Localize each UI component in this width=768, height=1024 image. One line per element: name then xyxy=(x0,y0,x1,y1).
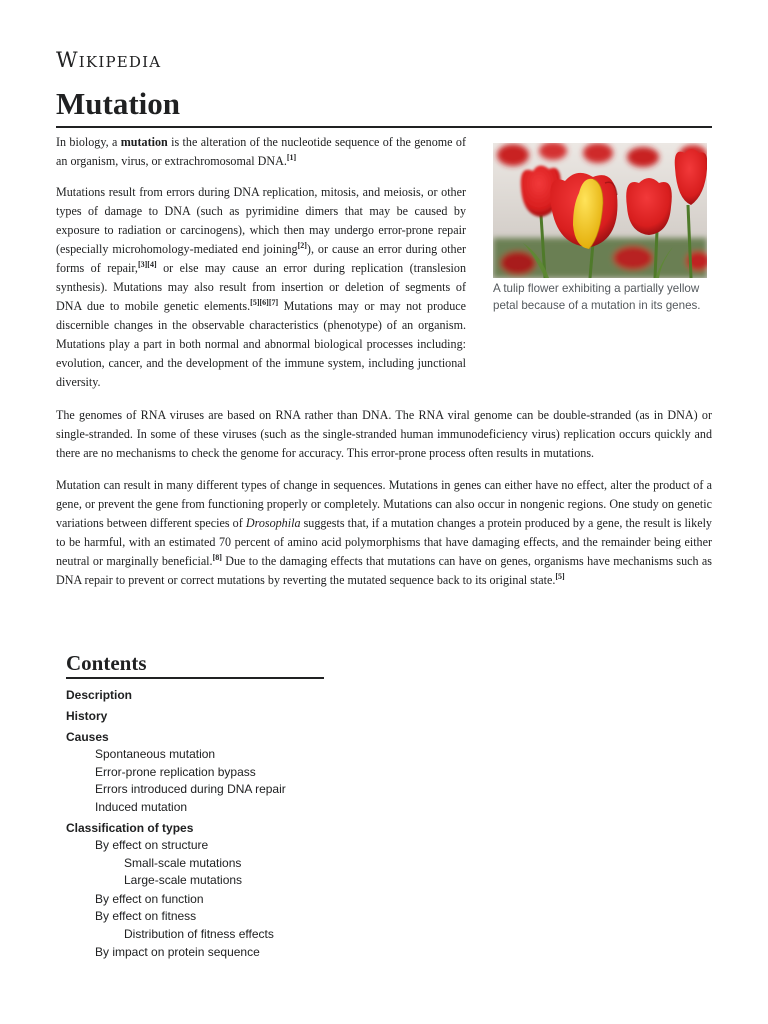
toc-link-large-scale-mutations[interactable]: Large-scale mutations xyxy=(124,873,243,887)
toc-link-by-effect-on-fitness[interactable]: By effect on fitness xyxy=(95,909,197,923)
p4-text-3: Due to the damaging effects that mutations can have on genes, organisms have mechanisms such as DNA repair to prevent or correct mutations by reverting the mutated sequence back to its original state. xyxy=(56,554,712,587)
toc-sublist-classification xyxy=(66,837,326,962)
toc-link-spontaneous-mutation[interactable]: Spontaneous mutation xyxy=(95,747,216,761)
toc-link-causes[interactable]: Causes xyxy=(66,730,109,744)
tulip-image[interactable] xyxy=(493,143,707,278)
toc-list xyxy=(66,687,326,962)
toc-section xyxy=(66,708,326,725)
toc-section xyxy=(66,820,326,962)
mutation-effects-paragraph xyxy=(56,476,712,590)
toc-link-by-impact-on-protein-sequence[interactable]: By impact on protein sequence xyxy=(95,945,260,959)
citation-ref[interactable]: [5] xyxy=(555,572,565,581)
toc-subsection xyxy=(95,944,326,962)
p1-text-pre: In biology, a xyxy=(56,135,121,149)
citation-ref[interactable]: [2] xyxy=(297,241,307,250)
toc-link-history[interactable]: History xyxy=(66,709,108,723)
toc-link-by-effect-on-function[interactable]: By effect on function xyxy=(95,891,204,906)
citation-ref[interactable]: [6] xyxy=(259,298,269,307)
rna-viruses-paragraph: The genomes of RNA viruses are based on RNA rather than DNA. The RNA viral genome can be double-stranded (as in DNA) or single-stranded. In some of these viruses (such as the single-stranded human immunodeficiency virus) replication occurs quickly and there are no mechanisms to check the genome for accuracy. This error-prone process often results in mutations. xyxy=(56,408,712,460)
p1-bold-term: mutation xyxy=(120,135,168,149)
p4-italic-term: Drosophila xyxy=(245,516,301,530)
toc-subsublist-structure xyxy=(95,855,326,890)
citation-ref[interactable]: [8] xyxy=(212,553,222,562)
citation-ref[interactable]: [4] xyxy=(147,260,157,269)
toc-link-error-prone-replication-bypass[interactable]: Error-prone replication bypass xyxy=(95,764,256,779)
toc-link-errors-introduced-during-dna-repair[interactable]: Errors introduced during DNA repair xyxy=(95,782,286,796)
citation-ref[interactable]: [3] xyxy=(137,260,148,269)
p1-text-post: is the alteration of the nucleotide sequence of the genome of an organism, virus, or extrachromosomal DNA. xyxy=(56,135,466,168)
toc-link-description[interactable]: Description xyxy=(66,688,133,702)
toc-link-distribution-of-fitness-effects[interactable]: Distribution of fitness effects xyxy=(124,926,274,941)
intro-paragraph-2 xyxy=(56,183,466,392)
toc-sublist-causes xyxy=(66,746,326,816)
toc-subsublist-fitness xyxy=(95,926,326,944)
p2-text-1: Mutations result from errors during DNA replication, mitosis, and meiosis, or other types of damage to DNA (such as pyrimidine dimers that may be caused by exposure to radiation or carcinogens), which then may undergo error-prone repair (especially microhomology-mediated end joining xyxy=(56,185,466,256)
citation-ref[interactable]: [1] xyxy=(286,153,297,162)
figure-caption: A tulip flower exhibiting a partially yellow petal because of a mutation in its genes. xyxy=(493,282,701,312)
page-title: Mutation xyxy=(56,84,712,128)
p4-text-1: Mutation can result in many different types of change in sequences. Mutations in genes can either have no effect, alter the product of a gene, or prevent the gene from functioning properly or completely. Mutations can also occur in nongenic regions. One study on genetic variations between different species of xyxy=(56,478,712,530)
p2-text-4: Mutations may or may not produce discernible changes in the observable characteristics (phenotype) of an organism. Mutations play a part in both normal and abnormal biological processes including: evolution, cancer, and the development of the immune system, including junctional diversity. xyxy=(56,299,466,389)
p2-text-2: ), or cause an error during other forms of repair, xyxy=(56,242,466,275)
toc-subsection xyxy=(95,891,326,909)
intro-paragraph-1 xyxy=(56,133,466,171)
toc-title: Contents xyxy=(66,650,324,679)
citation-ref[interactable]: [5] xyxy=(250,298,260,307)
table-of-contents xyxy=(66,650,326,962)
toc-subsection xyxy=(95,908,326,943)
wikipedia-wordmark[interactable]: Wikipedia xyxy=(56,48,162,72)
toc-link-induced-mutation[interactable]: Induced mutation xyxy=(95,799,188,814)
toc-subsection xyxy=(95,837,326,890)
toc-section xyxy=(66,729,326,816)
p4-text-2: suggests that, if a mutation changes a protein produced by a gene, the result is likely to be harmful, with an estimated 70 percent of amino acid polymorphisms that have damaging effects, and the remainder being either neutral or marginally beneficial. xyxy=(56,516,712,568)
p2-text-3: or else may cause an error during replication (translesion synthesis). Mutations may also result from insertion or deletion of segments of DNA due to mobile genetic elements. xyxy=(56,261,467,313)
toc-link-classification-of-types[interactable]: Classification of types xyxy=(66,821,194,835)
toc-section xyxy=(66,687,326,704)
toc-link-small-scale-mutations[interactable]: Small-scale mutations xyxy=(124,855,242,870)
citation-ref[interactable]: [7] xyxy=(268,298,279,307)
tulip-figure xyxy=(493,143,707,314)
toc-link-by-effect-on-structure[interactable]: By effect on structure xyxy=(95,838,209,852)
